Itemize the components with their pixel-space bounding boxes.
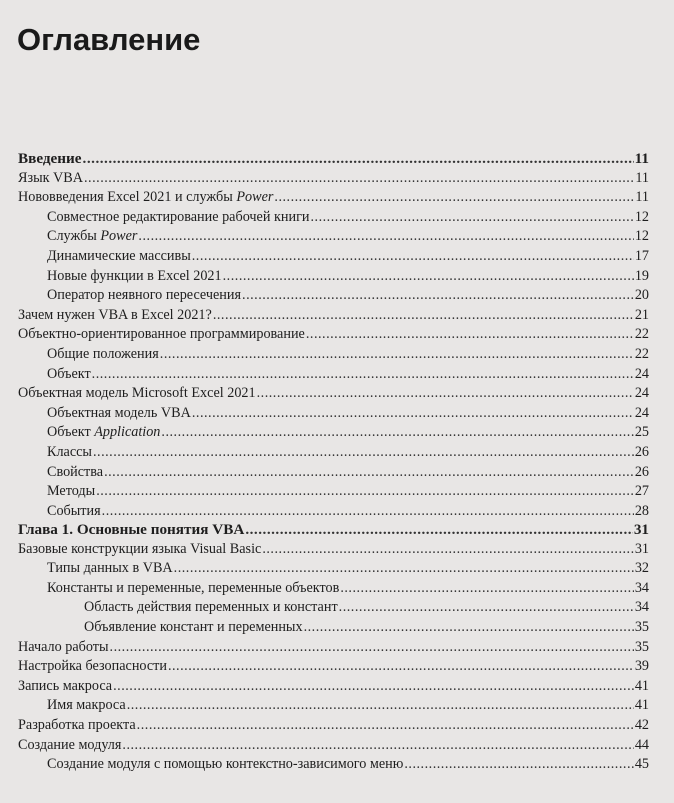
toc-entry-label: Методы	[47, 483, 96, 500]
toc-page-number: 34	[634, 579, 649, 596]
dot-leader	[102, 503, 634, 520]
toc-page-number: 31	[634, 540, 649, 557]
toc-entry-label: Константы и переменные, переменные объектов	[47, 579, 340, 596]
dot-leader	[192, 248, 634, 265]
toc-entry	[18, 658, 649, 678]
dot-leader	[83, 150, 634, 168]
toc-page-number: 41	[634, 697, 649, 714]
page-title: Оглавление	[17, 22, 201, 57]
toc-entry-title	[47, 209, 309, 226]
dot-leader	[257, 385, 634, 402]
dot-leader	[213, 307, 634, 324]
toc-entry-label: Имя макроса	[47, 697, 126, 714]
toc-entry	[18, 366, 649, 386]
toc-entry-label: Язык VBA	[18, 169, 83, 186]
dot-leader	[127, 697, 634, 714]
toc-entry-title	[47, 366, 91, 383]
toc-entry-label-italic: Application	[94, 424, 161, 441]
toc-entry-label: События	[47, 502, 101, 519]
toc-entry	[18, 228, 649, 248]
toc-entry	[18, 307, 649, 327]
toc-heading	[18, 150, 649, 170]
toc-entry-title	[47, 444, 92, 461]
toc-entry-title	[47, 228, 137, 245]
toc-page-number: 11	[634, 150, 649, 167]
toc-page-number: 11	[635, 189, 649, 206]
toc-page-number: 26	[634, 443, 649, 460]
toc-page-number: 12	[634, 208, 649, 225]
dot-leader	[339, 599, 634, 616]
toc-entry-title	[47, 248, 191, 265]
toc-entry-label: Свойства	[47, 463, 104, 480]
toc-entry-label: Службы	[47, 228, 101, 245]
toc-entry-title	[47, 560, 173, 577]
dot-leader	[110, 639, 634, 656]
toc-section-chapter-1	[18, 521, 649, 776]
toc-entry-label: Совместное редактирование рабочей книги	[47, 208, 310, 225]
toc-entry	[18, 170, 649, 190]
dot-leader	[262, 541, 633, 558]
toc-entry-label: Объект	[47, 424, 95, 441]
dot-leader	[113, 678, 634, 695]
toc-page-number: 42	[634, 716, 649, 733]
toc-entry-label: Введение	[18, 150, 82, 167]
toc-entry	[18, 209, 649, 229]
toc-entry-title	[18, 307, 212, 324]
toc-page-number: 22	[634, 326, 649, 343]
dot-leader	[223, 268, 634, 285]
toc-entry-title	[18, 170, 83, 187]
toc-entry-title	[47, 424, 160, 441]
toc-page-number: 17	[634, 247, 649, 264]
toc-entry	[18, 580, 649, 600]
toc-entry	[18, 483, 649, 503]
dot-leader	[160, 346, 634, 363]
toc-page-number: 45	[634, 756, 649, 773]
toc-entry-label: Типы данных в VBA	[47, 560, 173, 577]
toc-page-number: 24	[634, 365, 649, 382]
dot-leader	[245, 521, 632, 539]
toc-entry-title	[18, 658, 167, 675]
toc-page-number: 26	[634, 463, 649, 480]
toc-entry-label: Создание модуля	[18, 736, 122, 753]
toc-entry-title	[18, 717, 136, 734]
toc-entry-title	[18, 385, 256, 402]
toc-entry-title	[47, 503, 101, 520]
toc-entry-title	[47, 405, 191, 422]
toc-entry-title	[18, 189, 273, 206]
toc-entry	[18, 560, 649, 580]
toc-entry	[18, 503, 649, 523]
toc-entry-label-italic: Power	[100, 228, 138, 245]
toc-entry-label: Запись макроса	[18, 677, 113, 694]
dot-leader	[192, 405, 634, 422]
dot-leader	[84, 170, 634, 187]
toc-entry-title	[47, 346, 159, 363]
dot-leader	[137, 717, 634, 734]
toc-page-number: 28	[634, 502, 649, 519]
toc-entry-label: Глава 1. Основные понятия VBA	[18, 521, 245, 538]
toc-entry-label: Настройка безопасности	[18, 658, 167, 675]
toc-entry-title	[47, 756, 403, 773]
toc-entry-label: Объектно-ориентированное программирование	[18, 326, 305, 343]
toc-page-number: 25	[634, 424, 649, 441]
dot-leader	[310, 209, 633, 226]
toc-entry-title	[47, 697, 126, 714]
toc-entry-title	[18, 150, 82, 168]
toc-page-number: 24	[634, 385, 649, 402]
dot-leader	[242, 287, 634, 304]
toc-page-number: 11	[635, 169, 649, 186]
toc-entry-title	[47, 580, 339, 597]
toc-entry	[18, 248, 649, 268]
dot-leader	[274, 189, 634, 206]
toc-entry	[18, 619, 649, 639]
toc-entry	[18, 326, 649, 346]
toc-entry	[18, 189, 649, 209]
toc-entry-label: Общие положения	[47, 345, 159, 362]
toc-page-number: 34	[634, 599, 649, 616]
toc-heading	[18, 521, 649, 541]
toc-entry-title	[18, 678, 112, 695]
dot-leader	[122, 737, 633, 754]
toc-entry	[18, 639, 649, 659]
dot-leader	[174, 560, 634, 577]
dot-leader	[92, 366, 634, 383]
toc-entry	[18, 405, 649, 425]
toc-section-introduction	[18, 150, 649, 522]
toc-entry-title	[18, 639, 109, 656]
toc-page-number: 21	[634, 306, 649, 323]
toc-page-number: 12	[634, 228, 649, 245]
toc-entry	[18, 287, 649, 307]
toc-page-number: 44	[634, 736, 649, 753]
toc-entry-label: Нововведения Excel 2021 и службы	[18, 189, 237, 206]
toc-page-number: 41	[634, 677, 649, 694]
toc-entry-label: Разработка проекта	[18, 716, 136, 733]
dot-leader	[168, 658, 634, 675]
toc-entry-title	[47, 483, 95, 500]
toc-entry-label: Динамические массивы	[47, 247, 191, 264]
toc-entry-label: Классы	[47, 443, 92, 460]
toc-entry	[18, 697, 649, 717]
toc-page-number: 20	[634, 287, 649, 304]
toc-entry	[18, 444, 649, 464]
toc-entry	[18, 268, 649, 288]
toc-entry	[18, 541, 649, 561]
dot-leader	[138, 228, 633, 245]
toc-entry-title	[18, 737, 121, 754]
toc-page-number: 31	[633, 521, 649, 538]
toc-entry	[18, 346, 649, 366]
toc-entry	[18, 756, 649, 776]
dot-leader	[304, 619, 634, 636]
toc-entry-title	[18, 326, 305, 343]
toc-entry-title	[18, 521, 244, 539]
toc-page-number: 35	[634, 638, 649, 655]
toc-entry	[18, 717, 649, 737]
toc-entry	[18, 464, 649, 484]
toc-page-number: 32	[634, 560, 649, 577]
toc-entry-label: Объектная модель Microsoft Excel 2021	[18, 385, 256, 402]
toc-entry-label: Объектная модель VBA	[47, 404, 191, 421]
toc-entry-label: Оператор неявного пересечения	[47, 287, 242, 304]
toc-entry-label: Объявление констант и переменных	[84, 618, 303, 635]
toc-entry-title	[47, 287, 241, 304]
toc-entry	[18, 385, 649, 405]
dot-leader	[161, 424, 633, 441]
toc-entry	[18, 424, 649, 444]
dot-leader	[404, 756, 633, 773]
toc-entry-title	[84, 599, 338, 616]
toc-entry	[18, 678, 649, 698]
toc-entry-label: Создание модуля с помощью контекстно-зависимого меню	[47, 756, 404, 773]
toc-entry-title	[84, 619, 303, 636]
toc-entry-title	[18, 541, 261, 558]
toc-entry-label: Базовые конструкции языка Visual Basic	[18, 540, 262, 557]
toc-entry-label: Зачем нужен VBA в Excel 2021?	[18, 306, 212, 323]
dot-leader	[104, 464, 634, 481]
dot-leader	[340, 580, 634, 597]
dot-leader	[306, 326, 634, 343]
toc-page-number: 35	[634, 618, 649, 635]
toc-entry-label: Объект	[47, 365, 91, 382]
toc-entry-title	[47, 268, 222, 285]
toc-entry-label: Новые функции в Excel 2021	[47, 267, 222, 284]
toc-page-number: 22	[634, 345, 649, 362]
dot-leader	[93, 444, 634, 461]
toc-page-number: 24	[634, 404, 649, 421]
toc-entry-title	[47, 464, 103, 481]
toc-entry	[18, 737, 649, 757]
toc-entry-label-italic: Power	[236, 189, 274, 206]
toc-entry	[18, 599, 649, 619]
toc-page-number: 27	[634, 483, 649, 500]
dot-leader	[96, 483, 634, 500]
toc-entry-label: Область действия переменных и констант	[84, 599, 338, 616]
toc-page-number: 19	[634, 267, 649, 284]
toc-entry-label: Начало работы	[18, 638, 109, 655]
toc-page-number: 39	[634, 658, 649, 675]
